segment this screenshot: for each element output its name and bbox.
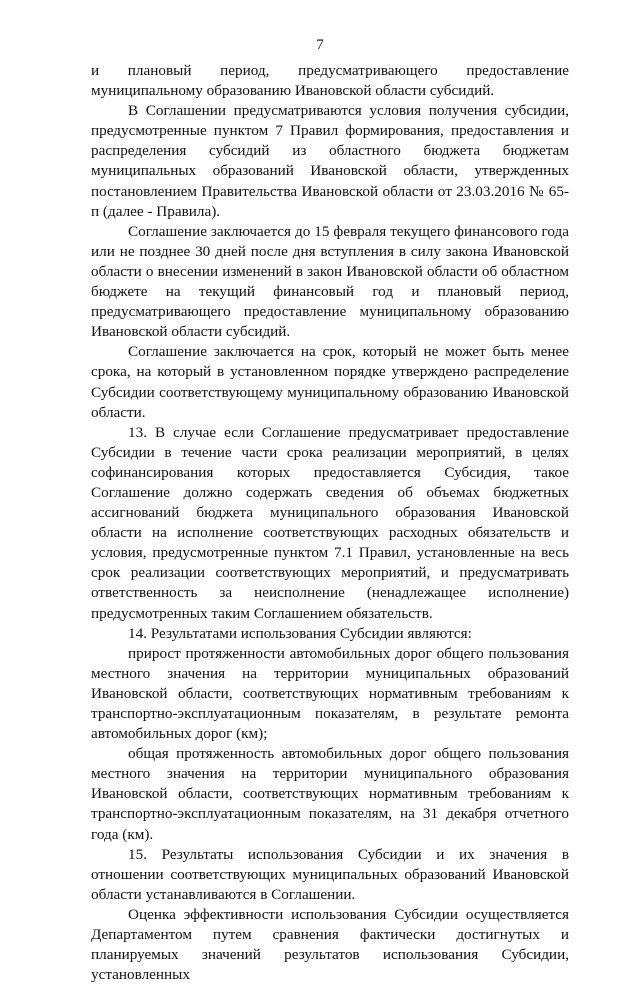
paragraph-agreement-deadline: Соглашение заключается до 15 февраля текущего финансового года или не позднее 30 дней после дня вступления в силу закона Ивановской области о внесении изменений в закон Ивановской области об областном бюджете на текущий финансовый год и плановый период, предусматривающего предоставление муниципальному образованию Ивановской области субсидий. — [91, 222, 569, 341]
paragraph-item-14: 14. Результатами использования Субсидии являются: — [128, 624, 472, 642]
document-body — [91, 61, 569, 985]
page-number: 7 — [316, 37, 324, 53]
paragraph-agreement-conditions: В Соглашении предусматриваются условия получения субсидии, предусмотренные пунктом 7 Правил формирования, предоставления и распределения субсидий из областного бюджета бюджетам муниципальных образований Ивановской области, утвержденных постановлением Правительства Ивановской области от 23.03.2016 № 65-п (далее - Правила). — [91, 102, 569, 220]
paragraph-item-15: 15. Результаты использования Субсидии и их значения в отношении соответствующих муниципальных образований Ивановской области устанавливаются в Соглашении. — [91, 845, 569, 903]
paragraph-efficiency-assessment: Оценка эффективности использования Субсидии осуществляется Департаментом путем сравнения фактически достигнутых и планируемых значений результатов использования Субсидии, установленных — [91, 905, 569, 984]
paragraph-result-total-length: общая протяженность автомобильных дорог общего пользования местного значения на территории муниципального образования Ивановской области, соответствующих нормативным требованиям к транспортно-эксплуатационным показателям, на 31 декабря отчетного года (км). — [91, 745, 569, 843]
paragraph-agreement-term: Соглашение заключается на срок, который не может быть менее срока, на который в установленном порядке утверждено распределение Субсидии соответствующему муниципальному образованию Ивановской области. — [91, 343, 569, 421]
paragraph-continuation: и плановый период, предусматривающего предоставление муниципальному образованию Ивановской области субсидий. — [91, 62, 569, 100]
paragraph-result-growth: прирост протяженности автомобильных дорог общего пользования местного значения на территории муниципальных образований Ивановской области, соответствующих нормативным требованиям к транспортно-эксплуатационным показателям, в результате ремонта автомобильных дорог (км); — [91, 644, 569, 743]
paragraph-item-13: 13. В случае если Соглашение предусматривает предоставление Субсидии в течение части срока реализации мероприятий, в целях софинансирования которых предоставляется Субсидия, такое Соглашение должно содержать сведения об объемах бюджетных ассигнований бюджета муниципального образования Ивановской области на исполнение соответствующих расходных обязательств и условия, предусмотренные пунктом 7.1 Правил, установленные на весь срок реализации соответствующих мероприятий, и предусматривать ответственность за неисполнение (ненадлежащее исполнение) предусмотренных таким Соглашением обязательств. — [91, 423, 569, 622]
